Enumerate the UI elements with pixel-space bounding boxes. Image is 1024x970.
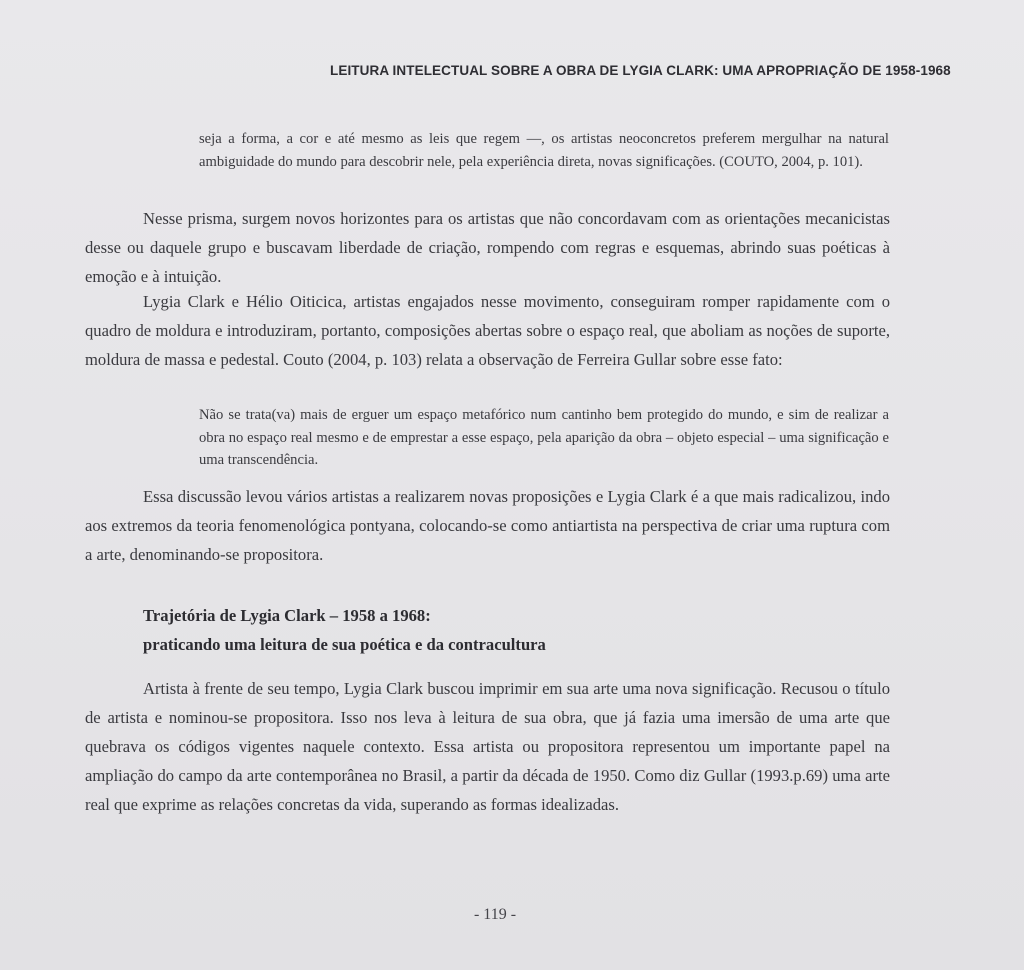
block-quote-couto: seja a forma, a cor e até mesmo as leis que regem —, os artistas neoconcretos preferem mergulhar na natural ambiguidade do mundo para descobrir nele, pela experiência direta, novas significações. (COUTO, 2004, p. 101).: [199, 131, 889, 170]
section-heading-subtitle: praticando uma leitura de sua poética e da contracultura: [143, 635, 546, 654]
section-heading-title: Trajetória de Lygia Clark – 1958 a 1968:: [143, 606, 431, 625]
block-quote-gullar: Não se trata(va) mais de erguer um espaço metafórico num cantinho bem protegido do mundo, e sim de realizar a obra no espaço real mesmo e de emprestar a esse espaço, pela aparição da obra – objeto especial – uma significação e uma transcendência.: [199, 407, 889, 468]
paragraph-clark-oiticica: Lygia Clark e Hélio Oiticica, artistas engajados nesse movimento, conseguiram romper rapidamente com o quadro de moldura e introduziram, portanto, composições abertas sobre o espaço real, que aboliam as noções de suporte, moldura de massa e pedestal. Couto (2004, p. 103) relata a observação de Ferreira Gullar sobre esse fato:: [85, 292, 890, 369]
paragraph-new-horizons: Nesse prisma, surgem novos horizontes para os artistas que não concordavam com as orientações mecanicistas desse ou daquele grupo e buscavam liberdade de criação, rompendo com regras e esquemas, abrindo suas poéticas à emoção e à intuição.: [85, 209, 890, 286]
page-number: - 119 -: [473, 906, 517, 923]
paragraph-artist-ahead: Artista à frente de seu tempo, Lygia Clark buscou imprimir em sua arte uma nova significação. Recusou o título de artista e nominou-se propositora. Isso nos leva à leitura de sua obra, que já fazia uma imersão de uma arte que quebrava os códigos vigentes naquele contexto. Essa artista ou propositora representou um importante papel na ampliação do campo da arte contemporânea no Brasil, a partir da década de 1950. Como diz Gullar (1993.p.69) uma arte real que exprime as relações concretas da vida, superando as formas idealizadas.: [85, 679, 890, 814]
running-head: LEITURA INTELECTUAL SOBRE A OBRA DE LYGIA CLARK: UMA APROPRIAÇÃO DE 1958-1968: [330, 63, 951, 78]
paragraph-discussion: Essa discussão levou vários artistas a realizarem novas proposições e Lygia Clark é a que mais radicalizou, indo aos extremos da teoria fenomenológica pontyana, colocando-se como antiartista na perspectiva de criar uma ruptura com a arte, denominando-se propositora.: [85, 487, 890, 564]
